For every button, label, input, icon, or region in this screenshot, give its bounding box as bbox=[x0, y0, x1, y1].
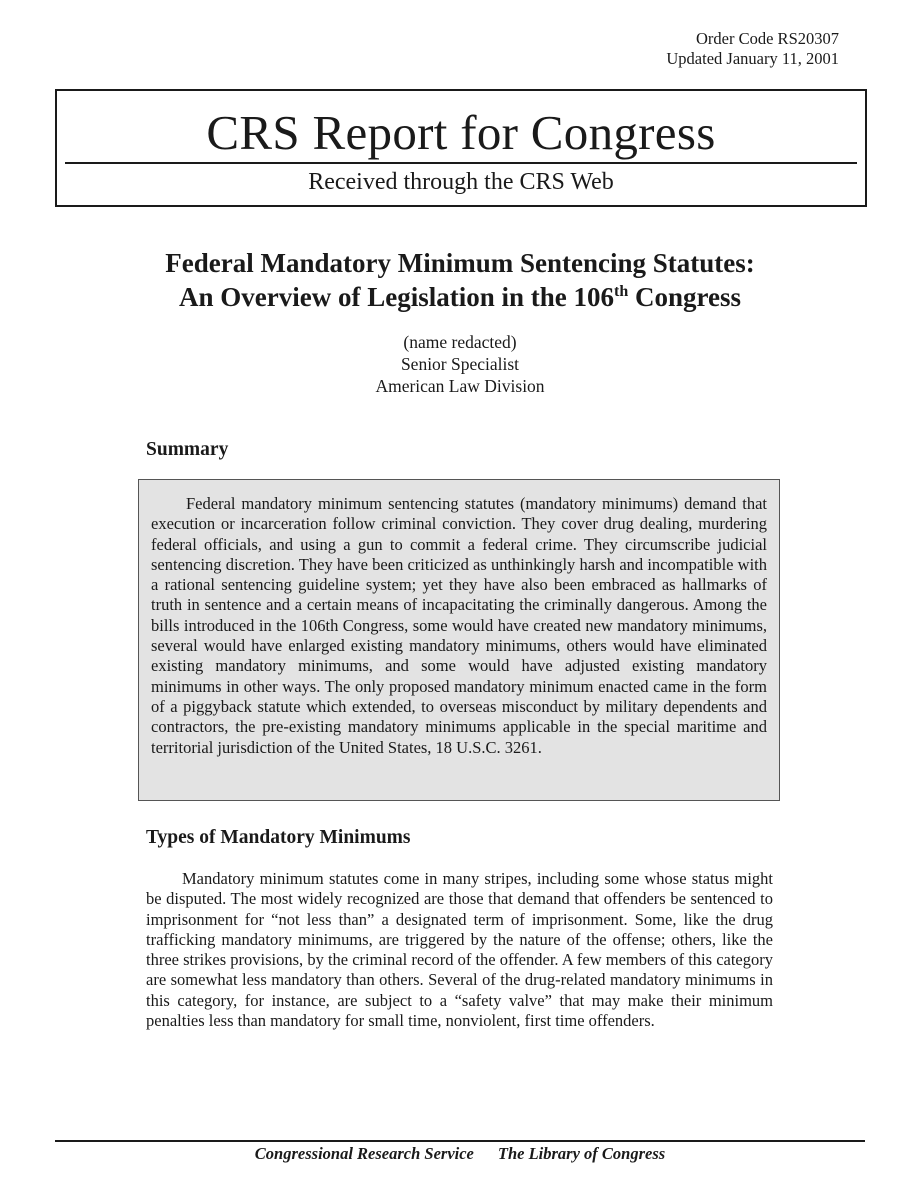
ordinal-superscript: th bbox=[613, 283, 629, 300]
footer bbox=[0, 1143, 920, 1165]
banner-title: CRS Report for Congress bbox=[206, 105, 716, 160]
author-position: Senior Specialist bbox=[400, 354, 520, 374]
banner-divider bbox=[65, 162, 857, 164]
crs-banner bbox=[55, 89, 867, 207]
updated-date: Updated January 11, 2001 bbox=[666, 49, 839, 68]
author-name: (name redacted) bbox=[403, 332, 517, 352]
report-title-line2-end: Congress bbox=[628, 282, 741, 312]
author-block bbox=[0, 331, 920, 397]
types-paragraph: Mandatory minimum statutes come in many stripes, including some whose status might be disputed. The most widely recognized are those that demand that offenders be sentenced to imprisonment for “not less than” a designated term of imprisonment. Some, like the drug trafficking mandatory minimums, are triggered by the nature of the offense; others, like the three strikes provisions, by the criminal record of the offender. A few members of this category are somewhat less mandatory than others. Several of the drug-related mandatory minimums in this category, for instance, are subject to a “safety valve” that may make their minimum penalties less than mandatory for small time, nonviolent, first time offenders. bbox=[146, 869, 773, 1031]
report-title bbox=[100, 246, 820, 314]
summary-box bbox=[138, 479, 780, 801]
footer-loc: The Library of Congress bbox=[497, 1144, 666, 1163]
order-code-block bbox=[666, 29, 839, 69]
report-title-line1: Federal Mandatory Minimum Sentencing Statutes: bbox=[165, 248, 755, 278]
footer-divider bbox=[55, 1140, 865, 1142]
summary-heading: Summary bbox=[146, 439, 229, 460]
report-title-line2-text: An Overview of Legislation in the 106 bbox=[179, 282, 614, 312]
footer-crs: Congressional Research Service bbox=[254, 1144, 474, 1163]
types-heading: Types of Mandatory Minimums bbox=[146, 827, 411, 848]
summary-text: Federal mandatory minimum sentencing statutes (mandatory minimums) demand that execution or incarceration follow criminal conviction. They cover drug dealing, murdering federal officials, and using a gun to commit a federal crime. They circumscribe judicial sentencing discretion. They have been criticized as unthinkingly harsh and incompatible with a rational sentencing guideline system; yet they have also been embraced as hallmarks of truth in sentence and a certain means of incapacitating the criminally dangerous. Among the bills introduced in the 106th Congress, some would have created new mandatory minimums, several would have enlarged existing mandatory minimums, others would have eliminated existing mandatory minimums, and some would have adjusted existing mandatory minimums in other ways. The only proposed mandatory minimum enacted came in the form of a piggyback statute which extended, to overseas misconduct by military dependents and contractors, the pre-existing mandatory minimums applicable in the special maritime and territorial jurisdiction of the United States, 18 U.S.C. 3261. bbox=[151, 494, 767, 757]
order-code: Order Code RS20307 bbox=[696, 29, 839, 48]
report-title-line2 bbox=[100, 280, 820, 314]
banner-subtitle: Received through the CRS Web bbox=[308, 169, 614, 195]
author-division: American Law Division bbox=[375, 376, 545, 396]
